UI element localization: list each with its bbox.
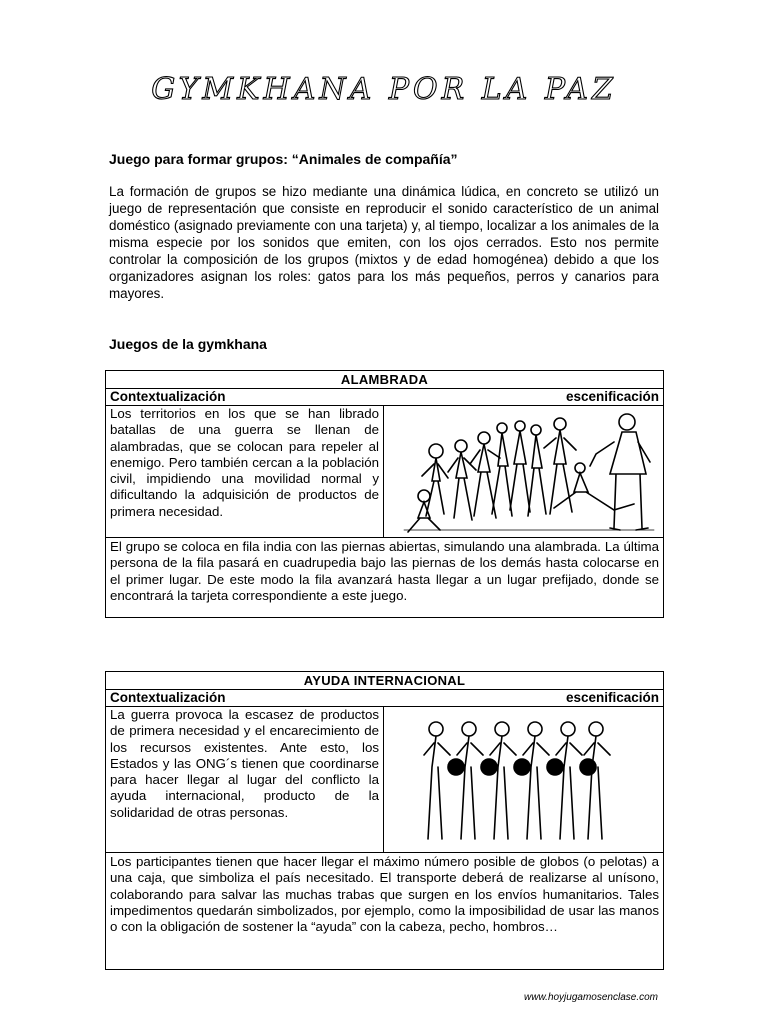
section-heading-juegos: Juegos de la gymkhana: [109, 336, 267, 352]
section-heading-grupos: Juego para formar grupos: “Animales de compañía”: [109, 151, 458, 167]
column-headers: [106, 690, 663, 707]
page-title: GYMKHANA POR LA PAZ: [151, 72, 617, 107]
intro-paragraph: La formación de grupos se hizo mediante una dinámica lúdica, en concreto se utilizó un juego de representación que consiste en reproducir el sonido característico de un animal doméstico (asignado previamente con una tarjeta) y, al tiempo, localizar a los animales de la misma especie por los sonidos que emiten, con los ojos cerrados. Esto nos permite controlar la composición de los grupos (mixtos y de edad homogénea) debido a que los organizadores asignan los roles: gatos para los más pequeños, perros y canarios para mayores.: [109, 184, 659, 301]
context-text: Los territorios en los que se han librado batallas de una guerra se llenan de alambradas, que se colocan para repeler al enemigo. Pero también cercan a la población civil, impidiendo una movilidad normal y dificultando la adquisición de productos de primera necesidad.: [106, 406, 384, 537]
game-content-row: [106, 707, 663, 853]
col-contextualizacion: Contextualización: [110, 389, 226, 404]
children-holding-balloons-illustration: [384, 707, 663, 852]
context-text: La guerra provoca la escasez de productos de primera necesidad y el encarecimiento de los recursos existentes. Ante esto, los Estados y las ONG´s tienen que coordinarse para hacer llegar al lugar del conflicto la ayuda internacional, producto de la solidaridad de otras personas.: [106, 707, 384, 852]
footer-url: www.hoyjugamosenclase.com: [524, 992, 658, 1003]
crowd-of-children-illustration: [384, 406, 663, 537]
game-table-alambrada: [105, 370, 664, 618]
description-text: Los participantes tienen que hacer llegar el máximo número posible de globos (o pelotas) a una caja, que simboliza el país necesitado. El transporte deberá de realizarse al unísono, colaborando para salvar las muchas trabas que surgen en los envíos humanitarios. Tales impedimentos quedarán simbolizados, por ejemplo, como la imposibilidad de usar las manos o con la obligación de sostener la “ayuda” con la cabeza, pecho, hombros…: [110, 854, 659, 935]
game-table-ayuda-internacional: [105, 671, 664, 970]
col-contextualizacion: Contextualización: [110, 690, 226, 705]
description-text: El grupo se coloca en fila india con las piernas abiertas, simulando una alambrada. La última persona de la fila pasará en cuadrupedia bajo las piernas de los demás hasta colocarse en el primer lugar. De este modo la fila avanzará hasta llegar a un lugar prefijado, donde se encontrará la tarjeta correspondiente a este juego.: [110, 539, 659, 603]
col-escenificacion: escenificación: [565, 690, 659, 705]
column-headers: [106, 389, 663, 406]
game-title: AYUDA INTERNACIONAL: [106, 672, 663, 690]
game-title: ALAMBRADA: [106, 371, 663, 389]
col-escenificacion: escenificación: [565, 389, 659, 404]
game-content-row: [106, 406, 663, 538]
